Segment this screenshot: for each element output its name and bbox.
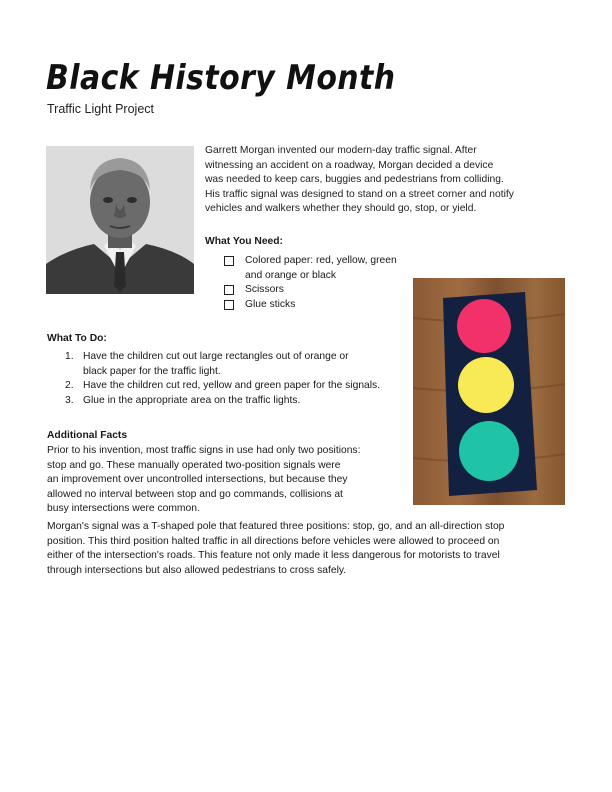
checkbox-icon <box>224 256 234 266</box>
list-item-label: Scissors <box>245 284 284 295</box>
intro-line: witnessing an accident on a roadway, Morgan decided a device <box>205 159 494 171</box>
page-subtitle: Traffic Light Project <box>47 102 154 116</box>
list-item <box>47 350 407 379</box>
page-title: Black History Month <box>46 58 396 98</box>
step-text: Have the children cut out large rectangles out of orange or <box>83 351 349 362</box>
morgan-signal-paragraph <box>47 520 567 578</box>
intro-line: was needed to keep cars, buggies and pedestrians from colliding. <box>205 174 504 185</box>
step-number: 2. <box>65 380 74 391</box>
facts-line: allowed no interval between stop and go commands, collisions at <box>47 488 343 500</box>
morgan-line: position. This third position halted traffic in all directions before vehicles were allowed to proceed on <box>47 535 500 547</box>
step-text: black paper for the traffic light. <box>83 365 221 377</box>
intro-line: Garrett Morgan invented our modern-day traffic signal. After <box>205 145 477 156</box>
traffic-light-illustration <box>413 278 565 505</box>
morgan-line: either of the intersection's roads. This feature not only made it less dangerous for motorists to travel <box>47 550 500 561</box>
list-item-label: Colored paper: red, yellow, green and orange or black <box>245 255 397 281</box>
intro-line: vehicles and walkers whether they should go, stop, or yield. <box>205 203 477 214</box>
step-text: Have the children cut red, yellow and green paper for the signals. <box>83 380 381 391</box>
checkbox-icon <box>224 300 234 310</box>
intro-line: His traffic signal was designed to stand on a street corner and notify <box>205 188 514 200</box>
portrait-illustration <box>46 146 194 294</box>
step-number: 3. <box>65 394 74 406</box>
green-signal <box>459 421 519 481</box>
facts-line: stop and go. These manually operated two-position signals were <box>47 459 341 471</box>
traffic-light-craft-photo <box>413 278 565 505</box>
list-item <box>224 298 414 313</box>
facts-line: Prior to his invention, most traffic signs in use had only two positions: <box>47 445 361 456</box>
red-signal <box>457 299 511 353</box>
facts-line: busy intersections were common. <box>47 503 200 514</box>
checkbox-icon <box>224 285 234 295</box>
list-item <box>224 254 414 283</box>
list-item-label: Glue sticks <box>245 298 296 310</box>
step-number: 1. <box>65 351 74 362</box>
what-you-need-list <box>224 254 414 312</box>
list-item <box>224 283 414 298</box>
morgan-line: Morgan's signal was a T-shaped pole that featured three positions: stop, go, and an all-direction stop <box>47 521 505 532</box>
intro-paragraph <box>205 144 545 217</box>
step-text: Glue in the appropriate area on the traffic lights. <box>83 394 301 406</box>
list-item <box>47 379 407 394</box>
what-to-do-list <box>47 350 407 408</box>
list-item <box>47 394 407 409</box>
what-to-do-heading: What To Do: <box>47 333 107 344</box>
what-you-need-heading: What You Need: <box>205 236 283 247</box>
additional-facts-heading: Additional Facts <box>47 430 128 441</box>
additional-facts-paragraph <box>47 444 397 517</box>
garrett-morgan-portrait <box>46 146 194 294</box>
yellow-signal <box>458 357 514 413</box>
morgan-line: through intersections but also allowed pedestrians to cross safely. <box>47 564 347 576</box>
facts-line: an improvement over uncontrolled intersections, but because they <box>47 474 348 485</box>
